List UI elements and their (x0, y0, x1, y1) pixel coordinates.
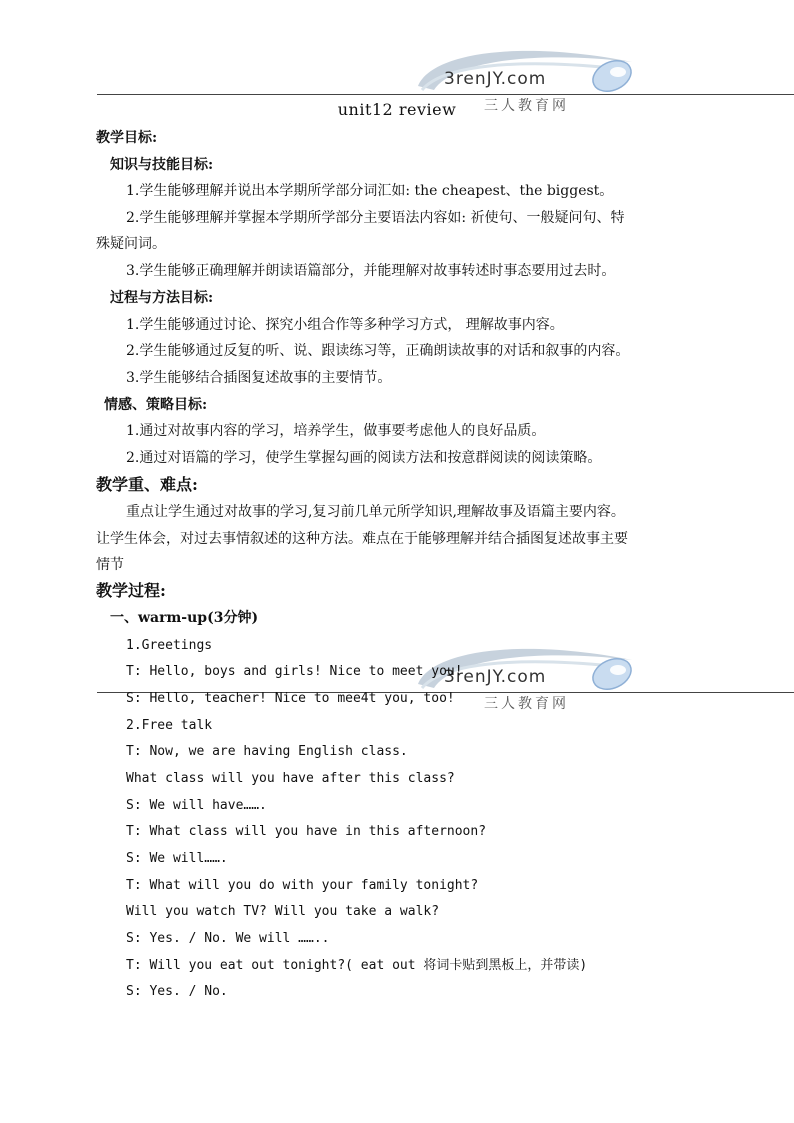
text-line: 1.通过对故事内容的学习，培养学生，做事要考虑他人的良好品质。 (126, 423, 546, 439)
text-line: S: We will……. (126, 851, 228, 866)
text-line: 让学生体会，对过去事情叙述的这种方法。难点在于能够理解并结合插图复述故事主要 (96, 531, 628, 547)
text-line: 1.Greetings (126, 638, 213, 653)
text-line: 3.学生能够结合插图复述故事的主要情节。 (126, 370, 392, 386)
text-line: 2.学生能够理解并掌握本学期所学部分主要语法内容如: 祈使句、一般疑问句、特 (126, 210, 625, 226)
subheading-knowledge: 知识与技能目标: (110, 157, 214, 173)
heading-objectives: 教学目标: (96, 130, 158, 146)
text-line: Will you watch TV? Will you take a walk? (126, 904, 440, 919)
logo-subtitle: 三人教育网 (484, 98, 569, 114)
text-line: 2.Free talk (126, 718, 213, 733)
text-line: 2.通过对语篇的学习，使学生掌握勾画的阅读方法和按意群阅读的阅读策略。 (126, 450, 602, 466)
text-line: T: Hello, boys and girls! Nice to meet you! (126, 664, 463, 679)
text-line: T: What will you do with your family tonight? (126, 878, 479, 893)
subheading-emotion: 情感、策略目标: (104, 397, 208, 413)
text-line: 1.学生能够通过讨论、探究小组合作等多种学习方式， 理解故事内容。 (126, 317, 564, 333)
text-line: S: Yes. / No. We will …….. (126, 931, 330, 946)
subheading-process: 过程与方法目标: (110, 290, 214, 306)
heading-process: 教学过程: (96, 581, 166, 600)
section-warm-up: 一、warm-up(3分钟) (110, 610, 259, 626)
text-line: 2.学生能够通过反复的听、说、跟读练习等，正确朗读故事的对话和叙事的内容。 (126, 343, 630, 359)
logo-text: 3renJY.com (444, 667, 547, 687)
text-line: T: Will you eat out tonight?( eat out 将词卡贴到黑板上，并带读) (126, 958, 588, 973)
text-line: S: We will have……. (126, 798, 267, 813)
text-line: 3.学生能够正确理解并朗读语篇部分，并能理解对故事转述时事态要用过去时。 (126, 263, 616, 279)
page-title: unit12 review (337, 100, 457, 119)
logo-watermark-mid (412, 640, 652, 730)
text-line: What class will you have after this class? (126, 771, 455, 786)
heading-key-points: 教学重、难点: (96, 475, 198, 494)
text-line: T: Now, we are having English class. (126, 744, 408, 759)
text-line: 殊疑问词。 (96, 236, 166, 252)
text-line: 1.学生能够理解并说出本学期所学部分词汇如: the cheapest、the biggest。 (126, 183, 614, 199)
logo-subtitle: 三人教育网 (484, 696, 569, 712)
text-line: 重点让学生通过对故事的学习,复习前几单元所学知识,理解故事及语篇主要内容。 (126, 504, 625, 520)
logo-text: 3renJY.com (444, 69, 547, 89)
text-line: S: Hello, teacher! Nice to mee4t you, too! (126, 691, 455, 706)
text-line: T: What class will you have in this afternoon? (126, 824, 487, 839)
text-line: 情节 (96, 557, 124, 573)
text-line: S: Yes. / No. (126, 984, 228, 999)
